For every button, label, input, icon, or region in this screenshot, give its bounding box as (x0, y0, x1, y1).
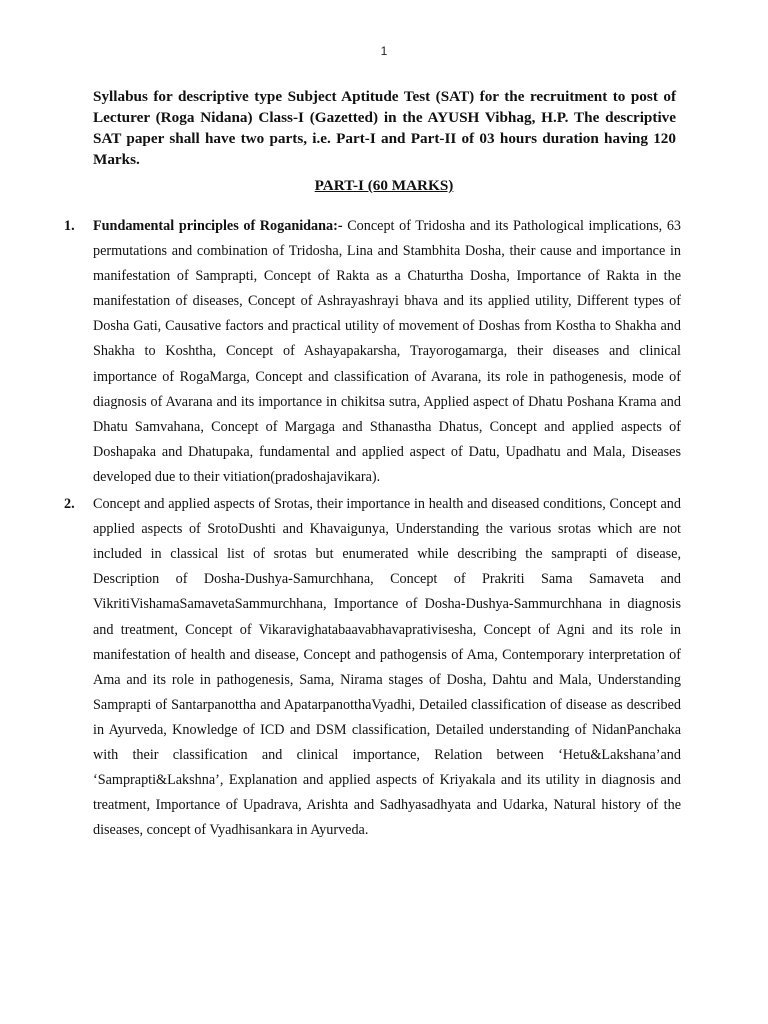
list-item-text: Concept of Tridosha and its Pathological implications, 63 permutations and combination of Tridosha, Lina and Stambhita Dosha, their cause and importance in manifestation of Samprapti, Concept of Rakta as a Chaturtha Dosha, Importance of Rakta in the manifestation of diseases, Concept of Ashrayashrayi bhava and its applied utility, Different types of Dosha Gati, Causative factors and practical utility of movement of Doshas from Kostha to Shakha and Shakha to Koshtha, Concept of Ashayapakarsha, Trayorogamarga, their diseases and clinical importance of RogaMarga, Concept and classification of Avarana, its role in pathogenesis, mode of diagnosis of Avarana and its importance in chikitsa sutra, Applied aspect of Dhatu Poshana Krama and Dhatu Samvahana, Concept of Margaga and Sthanastha Dhatus, Concept and applied aspects of Doshapaka and Dhatupaka, fundamental and applied aspect of Datu, Upadhatu and Mala, Diseases developed due to their vitiation(pradoshajavikara). (93, 218, 682, 485)
list-item-number: 1. (64, 218, 75, 234)
list-item-title: Fundamental principles of Roganidana:- (93, 218, 343, 234)
list-item-number: 2. (64, 496, 75, 513)
part-heading: PART-I (60 MARKS) (314, 177, 454, 194)
syllabus-list (64, 214, 682, 845)
syllabus-intro: Syllabus for descriptive type Subject Aptitude Test (SAT) for the recruitment to post of Lecturer (Roga Nidana) Class-I (Gazetted) in the AYUSH Vibhag, H.P. The descriptive SAT paper shall have two parts, i.e. Part-I and Part-II of 03 hours duration having 120 Marks. (93, 88, 676, 168)
list-item-text: Concept and applied aspects of Srotas, their importance in health and diseased conditions, Concept and applied aspects of SrotoDushti and Khavaigunya, Understanding the various srotas which are not included in classical list of srotas but enumerated while describing the samprapti of disease, Description of Dosha-Dushya-Samurchhana, Concept of Prakriti Sama Samaveta and VikritiVishamaSamavetaSammurchhana, Importance of Dosha-Dushya-Sammurchhana in diagnosis and treatment, Concept of Vikaravighatabaavabhavaprativisesha, Concept of Agni and its role in manifestation of health and disease, Concept and pathogensis of Ama, Contemporary interpretation of Ama and its role in pathogenesis, Sama, Nirama stages of Dosha, Dahtu and Mala, Understanding Samprapti of Santarpanottha and ApatarpanotthaVyadhi, Detailed classification of disease as described in Ayurveda, Knowledge of ICD and DSM classification, Detailed understanding of NidanPanchaka with their classification and clinical importance, Relation between ‘Hetu&Lakshana’and ‘Samprapti&Lakshna’, Explanation and applied aspects of Kriyakala and its utility in diagnosis and treatment, Importance of Upadrava, Arishta and Sadhyasadhyata and Udarka, Natural history of the diseases, concept of Vyadhisankara in Ayurveda. (93, 496, 681, 839)
page-number: 1 (380, 44, 388, 58)
list-item (64, 214, 682, 490)
list-item (64, 492, 681, 843)
